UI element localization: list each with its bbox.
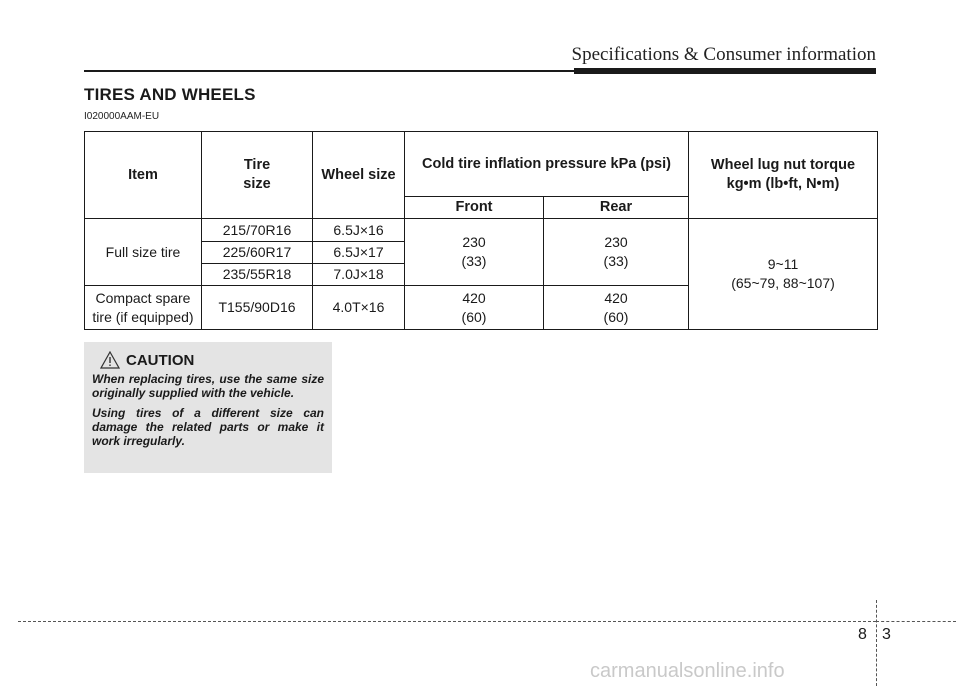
section-code: I020000AAM-EU: [84, 111, 160, 122]
wheel-size-cell: 4.0T×16: [313, 286, 405, 330]
compact-label: Compact spare tire (if equipped): [85, 286, 202, 330]
chapter-number: 8: [858, 626, 867, 643]
tires-wheels-table: [84, 131, 878, 330]
header-tire-size: Tire size: [202, 132, 313, 219]
table-header-row: [85, 132, 878, 197]
tire-size-cell: 235/55R18: [202, 264, 313, 286]
footer-rule-right: [876, 621, 956, 623]
caution-text-2: Using tires of a different size can damage the related parts or make it work irregularly.: [92, 406, 324, 448]
page-header-title: Specifications & Consumer information: [571, 44, 876, 65]
header-rear: Rear: [544, 197, 689, 219]
wheel-size-cell: 6.5J×17: [313, 242, 405, 264]
full-size-rear-pressure: 230 (33): [544, 219, 689, 286]
compact-rear-pressure: 420 (60): [544, 286, 689, 330]
section-title: TIRES AND WHEELS: [84, 85, 256, 104]
header-rule-thick: [574, 68, 876, 74]
compact-front-pressure: 420 (60): [405, 286, 544, 330]
header-item: Item: [85, 132, 202, 219]
header-rule: [84, 68, 876, 74]
header-lug-torque: Wheel lug nut torque kg•m (lb•ft, N•m): [689, 132, 878, 219]
header-front: Front: [405, 197, 544, 219]
caution-text-1: When replacing tires, use the same size originally supplied with the vehicle.: [92, 372, 324, 400]
caution-title: CAUTION: [126, 351, 195, 369]
page-divider: [876, 600, 877, 686]
tire-size-cell: T155/90D16: [202, 286, 313, 330]
lug-torque-value: 9~11 (65~79, 88~107): [689, 219, 878, 330]
caution-header: [100, 350, 324, 370]
footer-rule: [18, 621, 876, 623]
header-pressure: Cold tire inflation pressure kPa (psi): [405, 132, 689, 197]
full-size-front-pressure: 230 (33): [405, 219, 544, 286]
wheel-size-cell: 6.5J×16: [313, 219, 405, 242]
wheel-size-cell: 7.0J×18: [313, 264, 405, 286]
full-size-label: Full size tire: [85, 219, 202, 286]
table-row: [85, 219, 878, 242]
header-wheel-size: Wheel size: [313, 132, 405, 219]
page-number: 3: [882, 626, 891, 643]
caution-box: [84, 342, 332, 473]
tire-size-cell: 225/60R17: [202, 242, 313, 264]
tire-size-cell: 215/70R16: [202, 219, 313, 242]
watermark: carmanualsonline.info: [590, 660, 785, 682]
warning-triangle-icon: [100, 351, 120, 369]
